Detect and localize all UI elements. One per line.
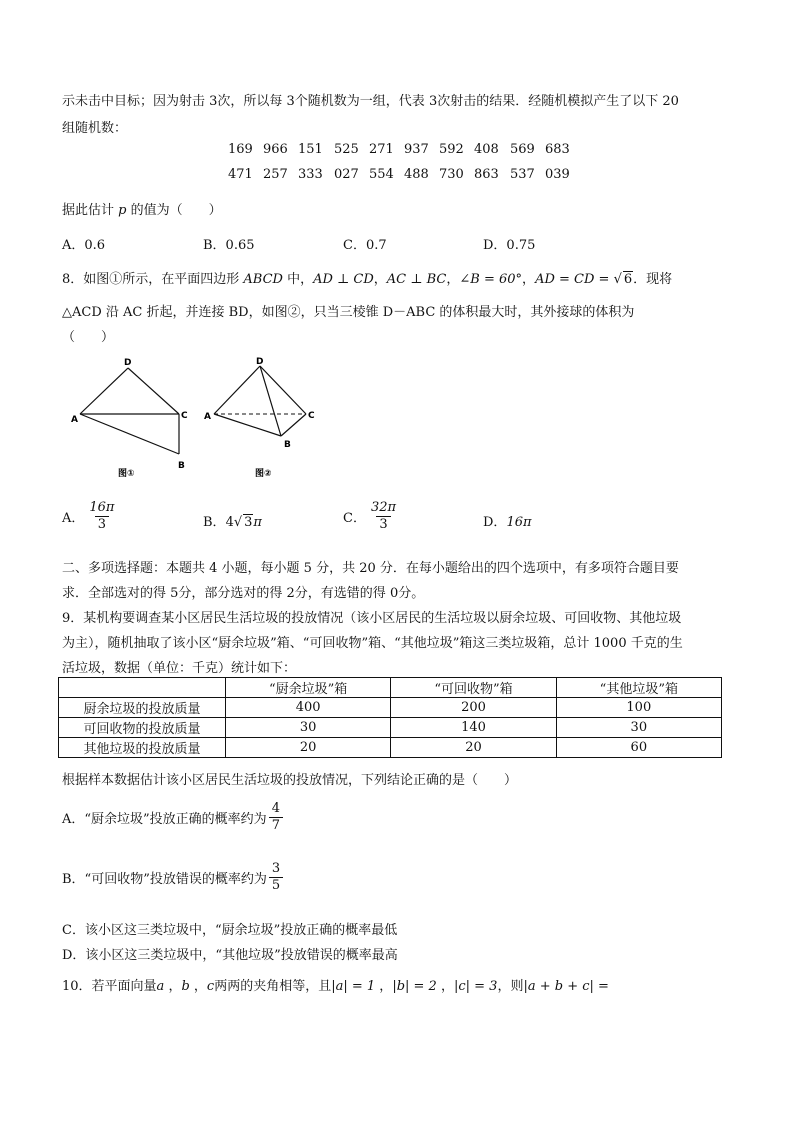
vector-b: b	[181, 979, 190, 994]
q8-line-3: （ ）	[62, 330, 115, 345]
random-number: 333	[298, 167, 323, 182]
random-number: 966	[263, 142, 288, 157]
table-cell: 其他垃圾的投放质量	[59, 738, 226, 758]
q9-option-a[interactable]	[62, 801, 285, 834]
fraction	[86, 500, 117, 533]
garbage-data-table	[58, 677, 722, 758]
section-2-line-2: 求．全部选对的得 5分，部分选对的得 2分，有选错的得 0分。	[62, 586, 425, 601]
section-2-line-1: 二、多项选择题：本题共 4 小题，每小题 5 分，共 20 分．在每小题给出的四个选项中，有多项符合题目要	[62, 561, 679, 576]
q8-option-a[interactable]	[62, 500, 119, 533]
figure-2-label-b: B	[284, 440, 291, 450]
q8-condition: AC ⊥ BC	[386, 272, 447, 287]
pi-symbol: π	[253, 515, 262, 530]
q10-sum: |a + b + c| =	[523, 979, 609, 994]
coefficient: 4	[225, 515, 234, 530]
intro-line-2: 组随机数：	[62, 121, 128, 136]
q7-option-a[interactable]: A．0.6	[62, 238, 106, 253]
random-number: 569	[510, 142, 535, 157]
q10-magnitude-a: |a| = 1	[331, 979, 376, 994]
table-cell: 60	[556, 738, 721, 758]
q10-text: ，则	[497, 979, 524, 994]
fraction-numerator: 4	[271, 801, 280, 816]
q8-condition: AD = CD =	[535, 272, 614, 287]
q8-option-b[interactable]	[203, 511, 262, 530]
q8-condition: ∠B = 60°	[459, 272, 523, 287]
figure-1-label-a: A	[71, 415, 78, 425]
table-cell: 200	[391, 698, 556, 718]
table-header-cell: “厨余垃圾”箱	[226, 678, 391, 698]
q7-variable-p: p	[118, 203, 127, 218]
table-cell: 140	[391, 718, 556, 738]
random-number: 027	[334, 167, 359, 182]
table-cell: 400	[226, 698, 391, 718]
figure-1-quadrilateral	[60, 350, 200, 480]
table-cell: 100	[556, 698, 721, 718]
vector-c: c	[206, 979, 215, 994]
q8-separator: ，	[522, 272, 536, 287]
random-number: 537	[510, 167, 535, 182]
sqrt-symbol: √	[233, 515, 243, 530]
q8-quad: ABCD	[243, 272, 283, 287]
option-label: A．	[62, 511, 85, 526]
fraction-numerator: 32π	[370, 500, 397, 515]
q7-option-b[interactable]: B．0.65	[203, 238, 255, 253]
figure-2-label-a: A	[204, 412, 211, 422]
table-header-row	[59, 678, 722, 698]
table-cell: 厨余垃圾的投放质量	[59, 698, 226, 718]
random-number: 471	[228, 167, 253, 182]
q9-option-c[interactable]: C．该小区这三类垃圾中，“厨余垃圾”投放正确的概率最低	[62, 923, 398, 938]
q7-option-d[interactable]: D．0.75	[483, 238, 536, 253]
q7-option-c[interactable]: C．0.7	[343, 238, 387, 253]
q8-separator: ，	[446, 272, 460, 287]
option-label: B．	[203, 515, 226, 530]
q8-line-1	[62, 268, 672, 287]
q8-root: 6	[623, 272, 633, 287]
random-number: 488	[404, 167, 429, 182]
random-number: 554	[369, 167, 394, 182]
q8-line-2: △ACD 沿 AC 折起，并连接 BD，如图②，只当三棱锥 D－ABC 的体积最大时，其外接球的体积为	[62, 305, 635, 320]
q8-option-c[interactable]	[343, 500, 401, 533]
fraction	[368, 500, 399, 533]
table-header-cell: “可回收物”箱	[391, 678, 556, 698]
q8-condition: AD ⊥ CD	[313, 272, 374, 287]
random-number: 525	[334, 142, 359, 157]
figure-2-caption: 图②	[255, 469, 272, 479]
q10-text: 两两的夹角相等，且	[214, 979, 332, 994]
q10-line	[62, 975, 609, 994]
q10-separator: ，	[436, 979, 454, 994]
random-number: 169	[228, 142, 253, 157]
q9-line-3: 活垃圾，数据（单位：千克）统计如下：	[62, 661, 297, 676]
q9-option-d[interactable]: D．该小区这三类垃圾中，“其他垃圾”投放错误的概率最高	[62, 948, 398, 963]
random-number: 863	[474, 167, 499, 182]
table-cell: 20	[226, 738, 391, 758]
q10-magnitude-b: |b| = 2	[392, 979, 437, 994]
fraction-denominator: 7	[269, 817, 283, 834]
option-label: D．	[483, 515, 507, 530]
random-number: 730	[439, 167, 464, 182]
table-cell: 可回收物的投放质量	[59, 718, 226, 738]
table-row	[59, 718, 722, 738]
option-text: A．“厨余垃圾”投放正确的概率约为	[62, 812, 267, 827]
figure-1-label-b: B	[178, 461, 185, 471]
table-header-cell	[59, 678, 226, 698]
radicand: 3	[244, 515, 253, 530]
random-number: 151	[298, 142, 323, 157]
intro-line-1: 示未击中目标；因为射击 3次，所以每 3个随机数为一组，代表 3次射击的结果．经随机模拟产生了以下 20	[62, 94, 679, 109]
q9-after-table: 根据样本数据估计该小区居民生活垃圾的投放情况，下列结论正确的是（ ）	[62, 773, 518, 788]
vector-a: a	[156, 979, 165, 994]
table-row	[59, 738, 722, 758]
fraction	[269, 861, 283, 894]
random-number: 937	[404, 142, 429, 157]
q10-separator: ，	[164, 979, 182, 994]
figure-2-label-c: C	[308, 411, 315, 421]
q8-separator: ，	[373, 272, 387, 287]
q7-prompt	[62, 199, 222, 218]
q7-prompt-tail: 的值为（ ）	[126, 203, 222, 218]
random-number: 039	[545, 167, 570, 182]
q8-text: ．现将	[633, 272, 673, 287]
option-text: B．“可回收物”投放错误的概率约为	[62, 872, 267, 887]
q10-separator: ，	[375, 979, 393, 994]
q8-option-d[interactable]	[483, 511, 532, 530]
random-number: 592	[439, 142, 464, 157]
q8-text: 8．如图①所示，在平面四边形	[62, 272, 244, 287]
fraction-numerator: 16π	[89, 500, 115, 515]
option-value: 16π	[506, 515, 532, 530]
table-cell: 20	[391, 738, 556, 758]
random-number: 683	[545, 142, 570, 157]
sqrt-symbol: √	[613, 272, 622, 287]
fraction-denominator: 3	[95, 516, 109, 533]
q9-line-2: 为主），随机抽取了该小区“厨余垃圾”箱、“可回收物”箱、“其他垃圾”箱这三类垃圾箱，总计 1000 千克的生	[62, 636, 683, 651]
fraction-denominator: 5	[269, 877, 283, 894]
q9-line-1: 9．某机构要调查某小区居民生活垃圾的投放情况（该小区居民的生活垃圾以厨余垃圾、可回收物、其他垃圾	[62, 611, 682, 626]
figure-1-label-c: C	[181, 411, 188, 421]
figure-2-label-d: D	[256, 357, 264, 367]
table-cell: 30	[226, 718, 391, 738]
table-header-cell: “其他垃圾”箱	[556, 678, 721, 698]
figure-1-label-d: D	[124, 358, 132, 368]
table-cell: 30	[556, 718, 721, 738]
q10-text: 10．若平面向量	[62, 979, 157, 994]
option-label: C．	[343, 511, 366, 526]
table-row	[59, 698, 722, 718]
figure-1-caption: 图①	[118, 469, 135, 479]
random-number: 408	[474, 142, 499, 157]
q8-text: 中，	[282, 272, 314, 287]
fraction-denominator: 3	[376, 516, 390, 533]
q10-magnitude-c: |c| = 3	[453, 979, 498, 994]
fraction-numerator: 3	[271, 861, 281, 876]
q7-prompt-text: 据此估计	[62, 203, 119, 218]
q10-separator: ，	[189, 979, 207, 994]
figure-2-tetrahedron	[195, 350, 335, 480]
random-number: 257	[263, 167, 288, 182]
random-number: 271	[369, 142, 394, 157]
fraction	[269, 801, 283, 834]
q9-option-b[interactable]	[62, 861, 285, 894]
